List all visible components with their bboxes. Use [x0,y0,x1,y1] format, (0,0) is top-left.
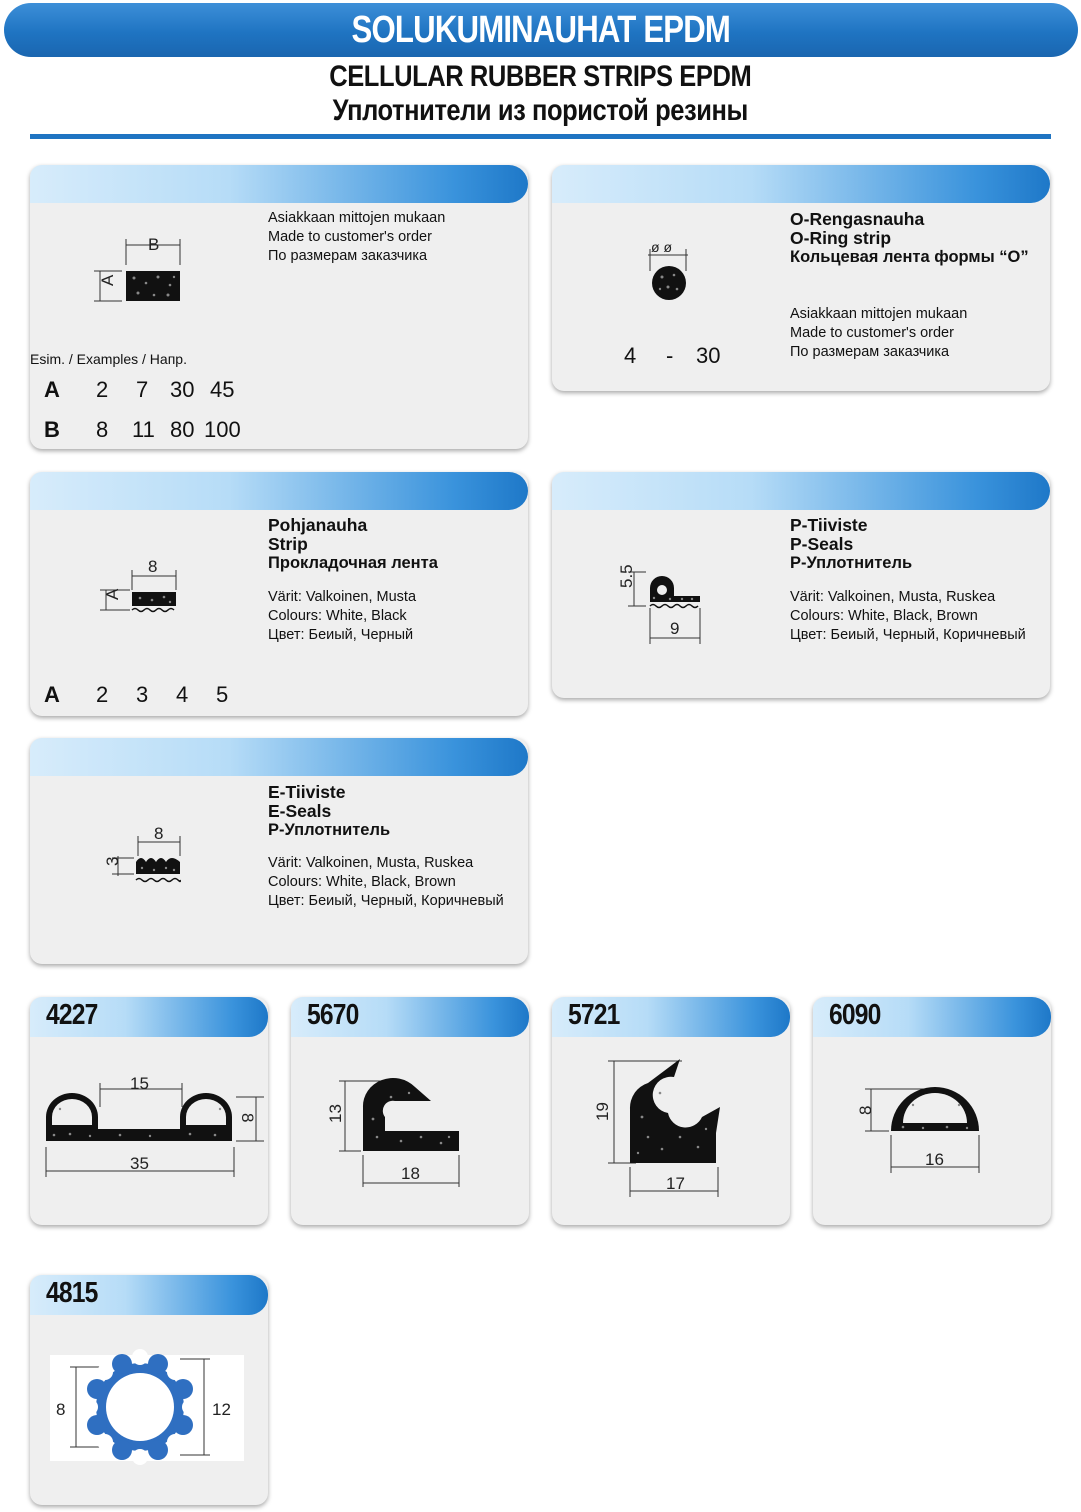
o-ring-dim-label: ø ø [651,239,672,255]
profile-5721-dim-19: 19 [593,1102,612,1121]
profile-4227-drawing [30,997,268,1225]
p-seal-title-ru: P-Уплотнитель [790,554,913,572]
row-b-value: 100 [204,417,241,442]
p-seal-title-en: P-Seals [790,534,854,554]
custom-order-fi: Asiakkaan mittojen mukaan [268,210,446,226]
profile-4815-drawing [30,1275,268,1505]
profile-6090-dim-16: 16 [925,1150,944,1169]
dim-label-b: B [148,235,160,254]
profile-card-6090 [813,997,1051,1225]
strip-thickness-value: 5 [216,682,229,707]
examples-label: Esim. / Examples / Напр. [30,351,187,367]
row-b-value: 80 [170,417,195,442]
profile-4227-dim-35: 35 [130,1154,149,1173]
page-title: SOLUKUMINAUHAT EPDM [351,9,731,51]
strip-colors-fi: Värit: Valkoinen, Musta [268,589,417,605]
profile-code: 5721 [568,999,620,1031]
row-a-value: 2 [96,377,109,402]
e-seal-title-ru: P-Уплотнитель [268,821,391,839]
strip-dim-a: A [103,588,122,600]
card-base-strip [30,472,528,716]
profile-code: 6090 [829,999,881,1031]
row-a-value: 30 [170,377,195,402]
card-custom-rectangle [30,165,528,449]
profile-6090-drawing [813,997,1051,1225]
o-ring-title-en: O-Ring strip [790,228,892,248]
strip-title-ru: Прокладочная лента [268,554,438,572]
profile-5721-drawing [552,997,790,1225]
profile-5670-drawing [291,997,529,1225]
profile-4227-dim-15: 15 [130,1074,149,1093]
e-seal-colors-fi: Värit: Valkoinen, Musta, Ruskea [268,855,474,871]
profile-5670-dim-18: 18 [401,1164,420,1183]
profile-4815-dim-8: 8 [56,1400,66,1419]
row-b-value: 11 [132,417,155,442]
card-p-seals [552,472,1050,698]
p-seal-colors-en: Colours: White, Black, Brown [790,608,978,624]
card-e-seals [30,738,528,964]
row-a-value: 45 [210,377,235,402]
strip-thickness-value: 2 [96,682,109,707]
profile-4227-dim-8: 8 [238,1113,257,1123]
o-ring-custom-fi: Asiakkaan mittojen mukaan [790,306,968,322]
card-header-bar [30,165,528,203]
strip-dim-width: 8 [148,557,158,576]
strip-colors-en: Colours: White, Black [268,608,407,624]
strip-colors-ru: Цвет: Беиый, Черный [268,627,414,643]
p-seal-colors-fi: Värit: Valkoinen, Musta, Ruskea [790,589,996,605]
profile-card-4227 [30,997,268,1225]
o-ring-range-from: 4 [624,343,637,368]
o-ring-range-to: 30 [696,343,721,368]
card-header-bar [30,472,528,510]
subtitle-english: CELLULAR RUBBER STRIPS EPDM [329,60,752,93]
strip-profile-drawing [96,554,186,618]
row-a-value: 7 [136,377,149,402]
o-ring-profile-drawing [640,239,704,303]
profile-6090-dim-8: 8 [856,1105,875,1115]
row-a-label: A [44,377,60,402]
o-ring-range-separator: - [666,343,674,368]
profile-code: 5670 [307,999,359,1031]
row-b-value: 8 [96,417,109,442]
p-seal-dim-width: 9 [670,619,680,638]
profile-code: 4815 [46,1277,98,1309]
profile-code: 4227 [46,999,98,1031]
rectangle-profile-drawing [88,235,188,307]
subtitle-russian: Уплотнители из пористой резины [332,94,749,127]
p-seal-dim-height: 5.5 [617,564,636,588]
dim-label-a: A [98,274,117,286]
e-seal-dim-width: 8 [154,824,164,843]
e-seal-title-fi: E-Tiiviste [268,782,346,802]
o-ring-title-ru: Кольцевая лента формы “O” [790,248,1029,266]
custom-order-ru: По размерам заказчика [268,248,428,264]
card-header-bar [30,738,528,776]
card-o-ring-strip [552,165,1050,391]
profile-card-5670 [291,997,529,1225]
card-header-bar [552,165,1050,203]
strip-row-label: A [44,682,60,707]
profile-5721-dim-17: 17 [666,1174,685,1193]
profile-card-5721 [552,997,790,1225]
profile-4815-dim-12: 12 [212,1400,231,1419]
card-header-bar [552,472,1050,510]
e-seal-dim-height: 3 [103,856,122,866]
p-seal-title-fi: P-Tiiviste [790,515,868,535]
row-b-label: B [44,417,60,442]
page-title-bar [4,3,1078,57]
o-ring-title-fi: O-Rengasnauha [790,209,925,229]
strip-thickness-value: 4 [176,682,189,707]
e-seal-colors-ru: Цвет: Беиый, Черный, Коричневый [268,893,504,909]
p-seal-profile-drawing [616,566,706,646]
o-ring-custom-ru: По размерам заказчика [790,344,950,360]
e-seal-colors-en: Colours: White, Black, Brown [268,874,456,890]
strip-title-en: Strip [268,534,308,554]
e-seal-title-en: E-Seals [268,801,332,821]
profile-card-4815 [30,1275,268,1505]
p-seal-colors-ru: Цвет: Беиый, Черный, Коричневый [790,627,1026,643]
header-divider [30,134,1051,139]
profile-5670-dim-13: 13 [326,1104,345,1123]
strip-thickness-value: 3 [136,682,149,707]
e-seal-profile-drawing [98,826,188,890]
strip-title-fi: Pohjanauha [268,515,368,535]
o-ring-custom-en: Made to customer's order [790,325,954,341]
custom-order-en: Made to customer's order [268,229,432,245]
